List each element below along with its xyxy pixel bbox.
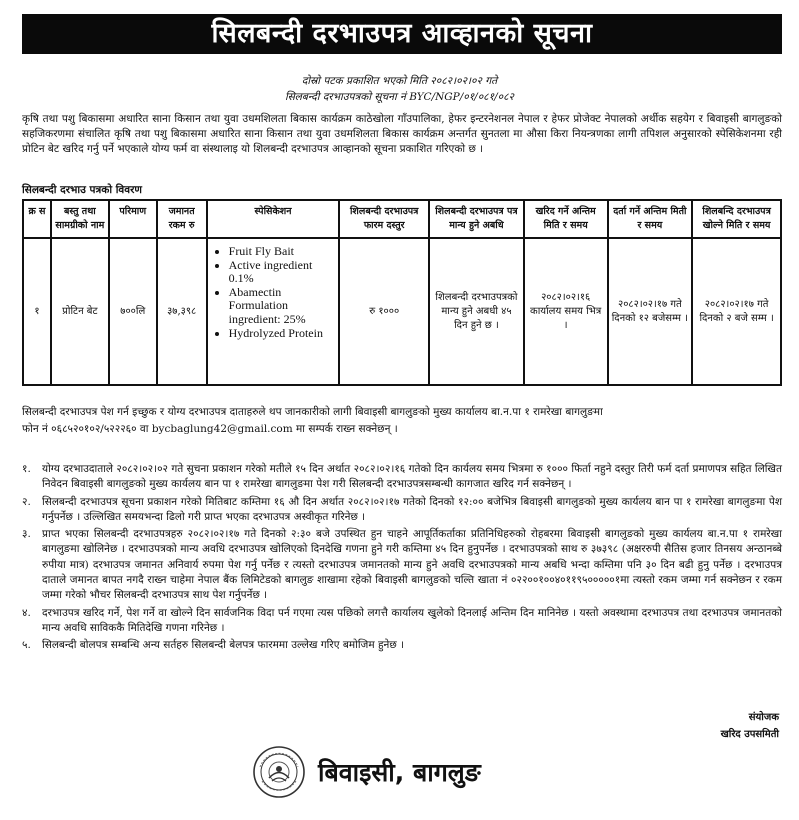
cell-form-fee: रु १००० xyxy=(339,238,429,385)
table-section-title: सिलबन्दी दरभाउ पत्रको विवरण xyxy=(22,184,142,196)
header-specification: स्पेसिकेशन xyxy=(207,200,340,238)
header-item: बस्तु तथा सामग्रीको नाम xyxy=(51,200,109,238)
list-item-number: २. xyxy=(22,495,31,508)
signature-committee: खरिद उपसमिती xyxy=(720,729,779,740)
cell-quantity: ७००लि xyxy=(109,238,157,385)
notice-number-line: सिलबन्दी दरभाउपत्रको सूचना नं BYC/NGP/०१/०८१/०८२ xyxy=(284,91,514,103)
bid-details-table xyxy=(22,199,782,386)
signature-title: संयोजक xyxy=(748,712,779,723)
cell-opening-date: २०८२।०२।१७ गते दिनको २ बजे सम्म । xyxy=(692,238,781,385)
spec-item: • Hydrolyzed Protein xyxy=(229,327,336,341)
header-quantity: परिमाण xyxy=(109,200,157,238)
header-purchase-deadline: खरिद गर्ने अन्तिम मिति र समय xyxy=(524,200,608,238)
cell-purchase-deadline: २०८२।०२।१६ कार्यालय समय भित्र । xyxy=(524,238,608,385)
header-sn: क्र स xyxy=(23,200,51,238)
cell-item: प्रोटिन बेट xyxy=(51,238,109,385)
table-row xyxy=(23,238,781,385)
signature-block xyxy=(721,709,779,743)
list-item xyxy=(22,638,782,653)
spec-item: • Abamectin Formulation ingredient: 25% xyxy=(229,286,336,327)
header-registration-deadline: दर्ता गर्ने अन्तिम मिती र समय xyxy=(608,200,693,238)
notice-title-banner: सिलबन्दी दरभाउपत्र आव्हानको सूचना xyxy=(22,14,782,54)
spec-item: • Active ingredient 0.1% xyxy=(229,259,336,286)
footer-logo-block xyxy=(252,744,481,800)
publication-date-line: दोस्रो पटक प्रकाशित भएको मिति २०८२।०२।०२ गते xyxy=(301,75,498,87)
header-validity: शिलबन्दी दरभाउपत्र पत्र मान्य हुने अबधि xyxy=(429,200,524,238)
list-item-number: ३. xyxy=(22,528,31,541)
intro-paragraph: कृषि तथा पशु बिकासमा अधारित साना किसान तथा युवा उधमशिलता बिकास कार्यक्रम काठेखोला गाँउपालिका, हेफर इन्टरनेशनल नेपाल र हेफर प्रोजेक्ट नेपालको अर्थीक सहयेग र बिवाइसी बागलुङको सहजिकरणमा संचालित कृषि तथा पशु बिकासमा अधारित साना किसान तथा युवा उधमशिलता बिकास कार्यक्रम अन्तर्गत सुनतला मा औसा किरा नियन्त्रणका लागी तपिशल अनुसारको स्पेसिकेशनमा रही प्रोटिन बेट खरिद गर्नु पर्ने भएकाले योग्य फर्म वा संस्थालाइ यो शिलबन्दी दरभाउपत्र आव्हानको सूचना प्रकाशित गरिएको छ । xyxy=(22,113,782,156)
cell-registration-deadline: २०८२।०२।१७ गते दिनको १२ बजेसम्म । xyxy=(608,238,693,385)
list-item-text: सिलबन्दी दरभाउपत्र सूचना प्रकाशन गरेको मितिबाट कम्तिमा १६ औ दिन अर्थात २०८२।०२।१७ गतेको दिनको १२:०० बजेभित्र बिवाइसी बागलुङको मुख्य कार्यलय बान पा १ रामरेखा बागलुङमा पेश गर्नुपर्नेछ । उल्लिखित समयभन्दा ढिलो गरी प्राप्त भएका दरभाउपत्र अस्वीकृत गरिनेछ । xyxy=(42,495,782,523)
contact-office-line: सिलबन्दी दरभाउपत्र पेश गर्न इच्छुक र योग्य दरभाउपत्र दाताहरुले थप जानकारीको लागी बिवाइसी बागलुङको मुख्य कार्यालय बा.न.पा १ रामरेखा बागलुङमा xyxy=(22,406,603,418)
terms-list xyxy=(22,462,782,656)
list-item xyxy=(22,462,782,493)
table-header-row xyxy=(23,200,781,238)
header-opening-date: शिलबन्दि दरभाउपत्र खोल्ने मिति र समय xyxy=(692,200,781,238)
list-item xyxy=(22,527,782,603)
cell-specification xyxy=(207,238,340,385)
contact-phone-email-line: फोन नं ०६८५२०१०२/५२२२६० वा bycbaglung42@gmail.com मा सम्पर्क राख्न सक्नेछन् । xyxy=(22,423,398,435)
spec-item: • Fruit Fly Bait xyxy=(229,245,336,259)
cell-deposit: ३७,३९८ xyxy=(157,238,207,385)
list-item-text: सिलबन्दी बोलपत्र सम्बन्धि अन्य सर्तहरु सिलबन्दी बेलपत्र फारममा उल्लेख गरिए बमोजिम हुनेछ । xyxy=(42,639,405,652)
list-item-text: प्राप्त भएका सिलबन्दी दरभाउपत्रहरु २०८२।०२।१७ गते दिनको २:३० बजे उपस्थित हुन चाहने आपूर्तिकर्ताका प्रतिनिधिहरुको रोहबरमा बिवाइसी बागलुङको मुख्य कार्यलय बा.न.पा १ रामरेखा बागलुङमा खोलिनेछ । दरभाउपत्रको मान्य अवधि दरभाउपत्र खोलिएको दिनदेखि गणना हुने गरी कम्तिमा ४५ दिन हुनुपर्नेछ । दरभाउपत्रको साथ रु ३७३९८ (अक्षररुपी सैतिस हजार तिनसय अन्ठानब्बे रुपीया मात्र) दरभाउपत्र जमानत अनिवार्य रुपमा पेश गर्नु पर्नेछ र त्यस्तो दरभाउपत्र जमानतको मान्य हुने अवधि दरभाउपत्रको मान्य अबधि भन्दा कम्तिमा पनि ३० दिन बढी हुनु पर्नेछ । दरभाउपत्र दाताले जमानत बापत नगदै राख्न चाहेमा नेपाल बैंक लिमिटेडको बागलुङ शाखामा रहेको बिवाइसी बागलुङको चल्ति खाता नं ०२२००१००४०११९५०००००१मा त्यस्तो रकम जम्मा गर्न सक्नेछन र रकम जम्मा गरेको भौचर सिलबन्दी दरभाउपत्र साथ पेश गर्नुपर्नेछ । xyxy=(42,528,782,602)
list-item-number: ४. xyxy=(22,606,31,619)
header-form-fee: शिलबन्दी दरभाउपत्र फारम दस्तुर xyxy=(339,200,429,238)
header-deposit: जमानत रकम रु xyxy=(157,200,207,238)
cell-sn: १ xyxy=(23,238,51,385)
contact-info xyxy=(22,404,782,438)
list-item-text: दरभाउपत्र खरिद गर्ने, पेश गर्ने वा खोल्ने दिन सार्वजनिक विदा पर्न गएमा त्यस पछिको लगत्तै कार्यालय खुलेको दिनलाई अन्तिम दिन मानिनेछ । यस्तो अवस्थामा दरभाउपत्र तथा दरभाउपत्र जमानतको मान्य अवधि साविककै मितिदेखि गणना गरिनेछ । xyxy=(42,606,782,634)
organization-seal-icon xyxy=(252,745,306,799)
list-item xyxy=(22,495,782,526)
list-item xyxy=(22,606,782,637)
footer-org-name: बिवाइसी, बागलुङ xyxy=(318,758,481,787)
list-item-text: योग्य दरभाउदाताले २०८२।०२।०२ गते सुचना प्रकाशन गरेको मतीले १५ दिन अर्थात २०८२।०२।१६ गतेको दिन कार्यलय समय भित्रमा रु १००० फिर्ता नहुने दस्तुर तिरी फर्म दर्ता प्रमाणपत्र सहित लिखित निवेदन बिवाइसी बागलुङको मुख्य कार्यलय बान पा १ रामरेखा बागलुङमा पेश गरी सिलबन्दी दरभाउपत्रसम्बन्धी कागजात खरिद गर्न सक्नेछन् । xyxy=(42,463,782,491)
specification-list xyxy=(211,245,336,340)
cell-validity: शिलबन्दी दरभाउपत्रको मान्य हुने अबधी ४५ दिन हुने छ । xyxy=(429,238,524,385)
list-item-number: १. xyxy=(22,463,31,475)
list-item-number: ५. xyxy=(22,639,31,652)
